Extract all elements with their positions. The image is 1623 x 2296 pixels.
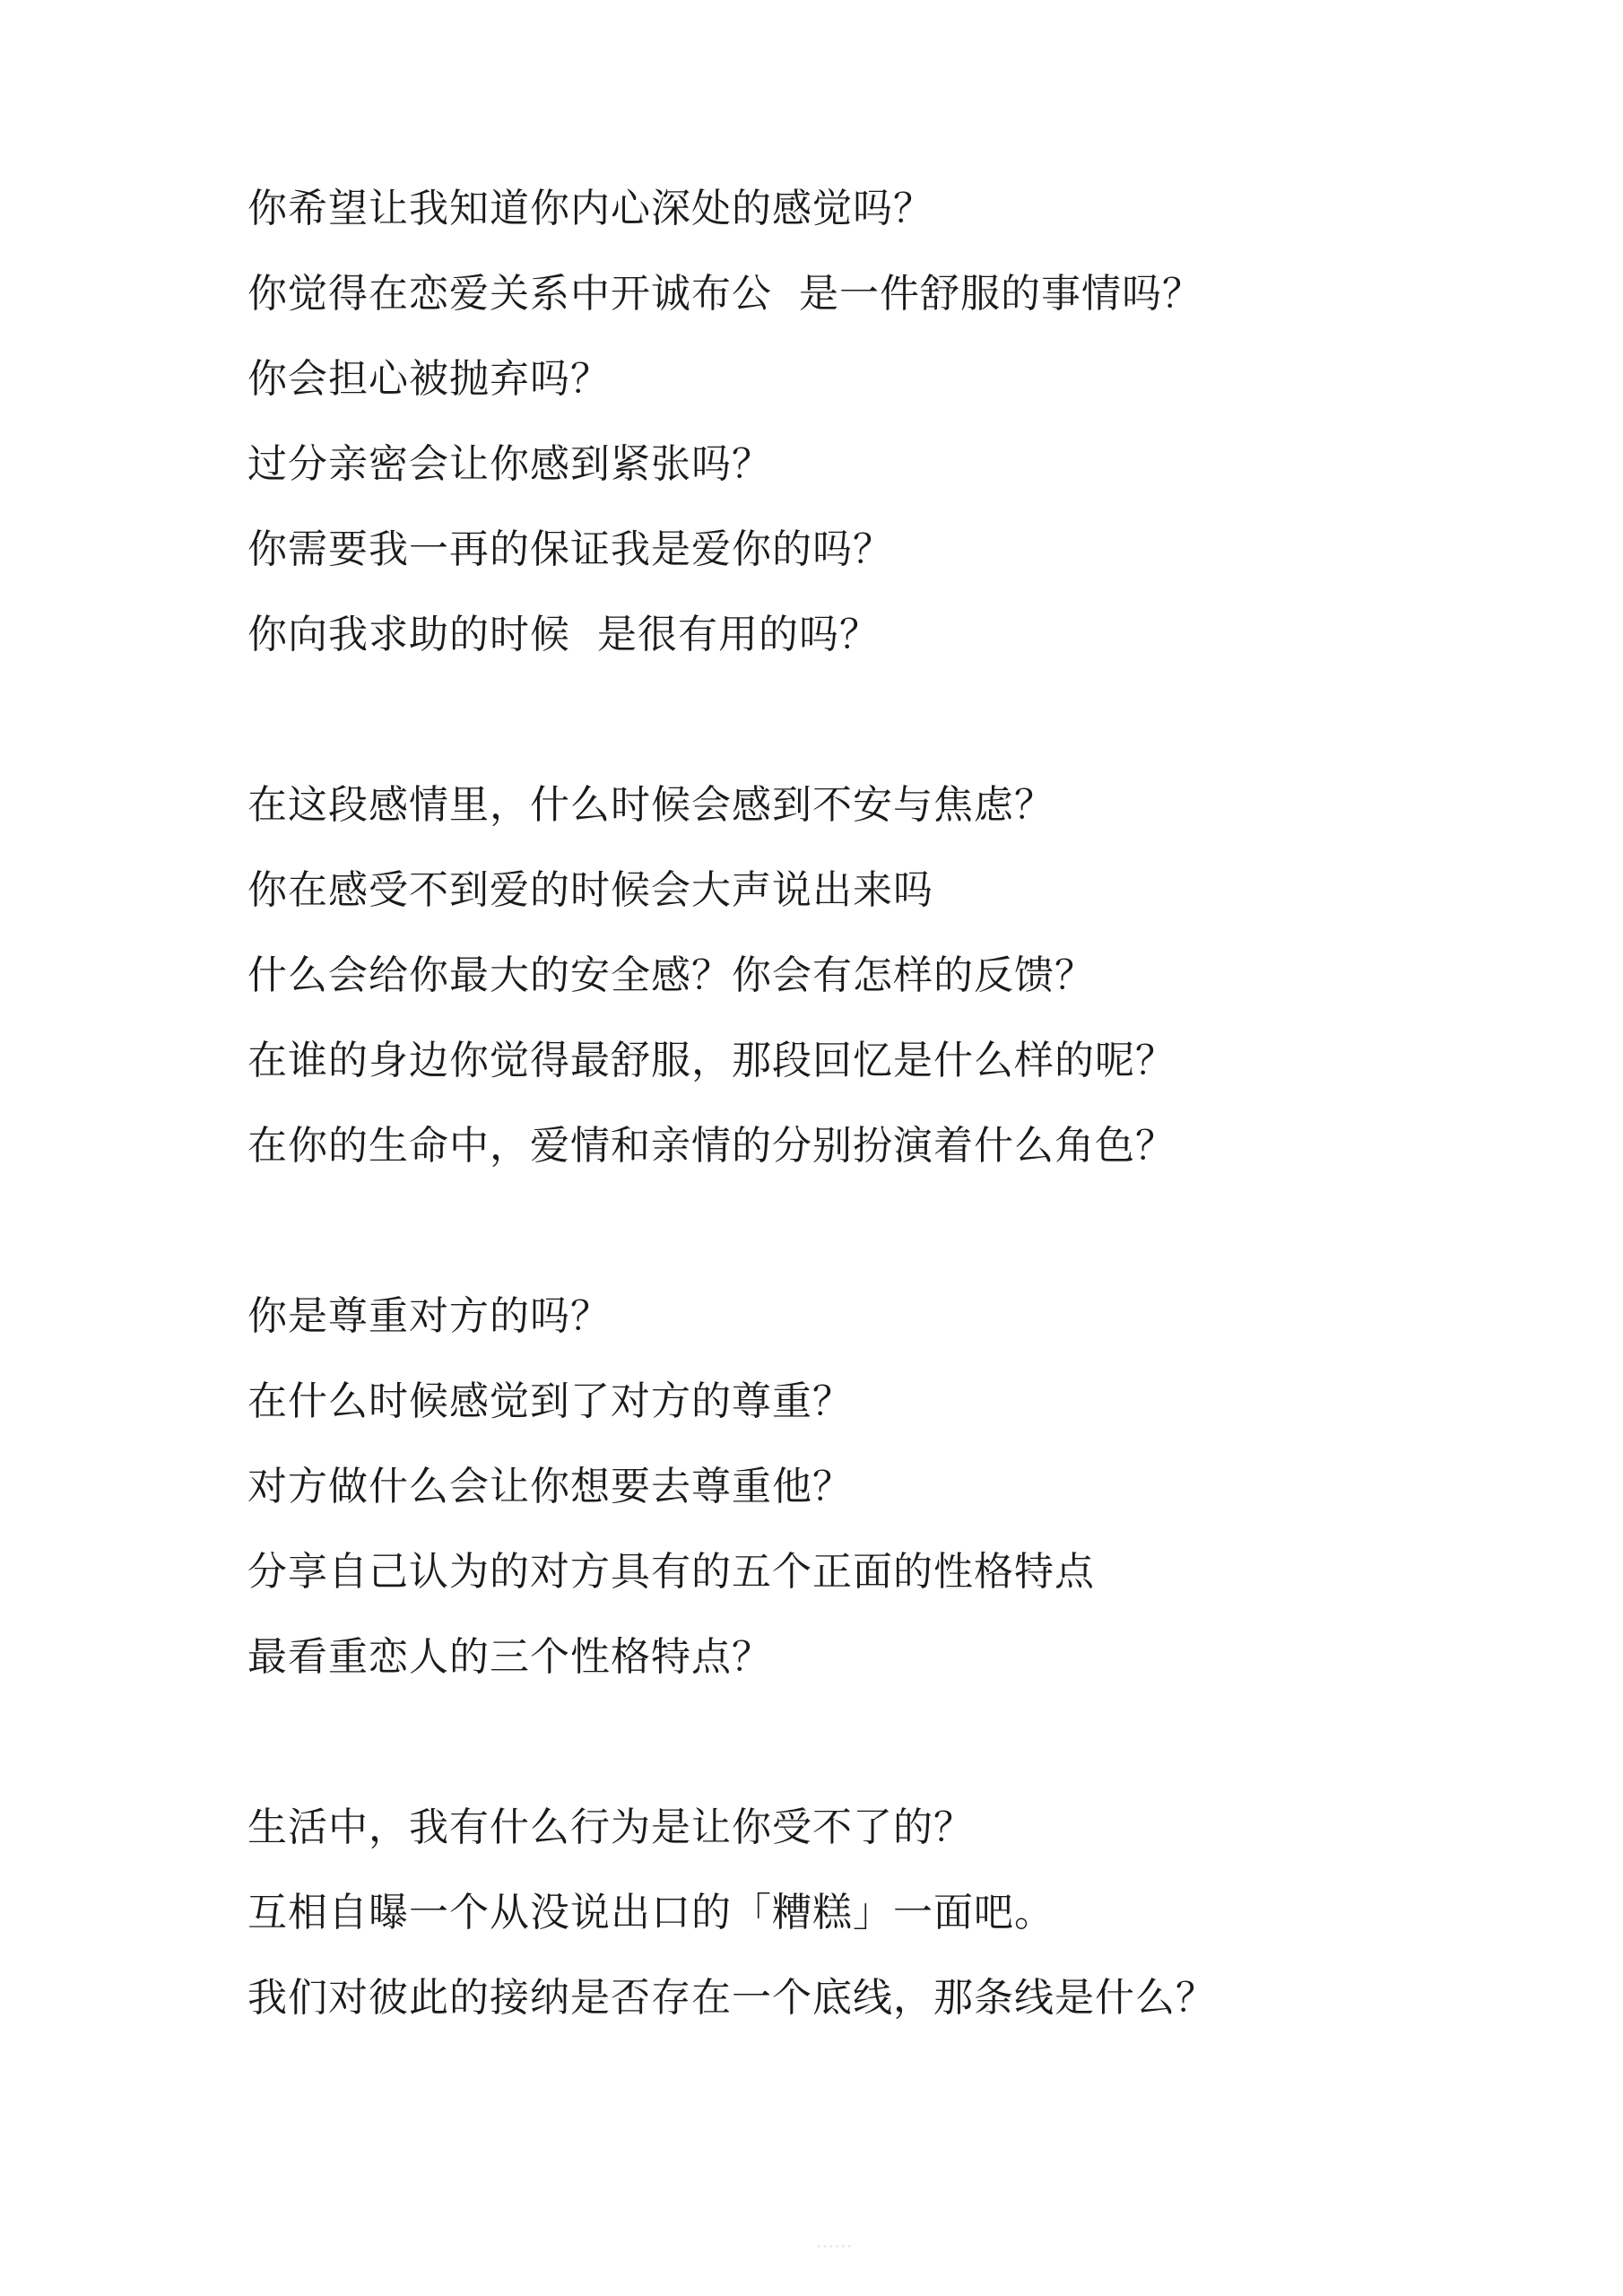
section-2: [247, 762, 1503, 1188]
question-line: 过分亲密会让你感到紧张吗？: [247, 441, 772, 487]
section-divider: [247, 677, 1503, 762]
question-line: 你需要我一再的保证我是爱你的吗？: [247, 526, 893, 572]
question-line: 你会担心被抛弃吗？: [247, 356, 611, 402]
question-line: 在这段感情里，什么时候会感到不安与焦虑？: [247, 782, 1055, 828]
question-line: 对方做什么会让你想要去尊重他？: [247, 1464, 853, 1509]
section-1: [247, 166, 1503, 677]
question-line: 最看重恋人的三个性格特点？: [247, 1634, 772, 1680]
question-line: 生活中，我有什么行为是让你受不了的？: [247, 1805, 974, 1850]
section-divider: [247, 1700, 1503, 1785]
question-line: 在你的生命中，爱情和亲情的分别扮演着什么角色？: [247, 1123, 1176, 1169]
question-line: 在谁的身边你觉得最舒服，那段回忆是什么样的呢？: [247, 1038, 1176, 1083]
question-line: 我们对彼此的接纳是否存在一个底线，那条线是什么？: [247, 1975, 1216, 2021]
question-line: 分享自己认为的对方具有的五个正面的性格特点: [247, 1549, 1095, 1595]
question-line: 在什么时候感觉到了对方的尊重？: [247, 1378, 853, 1424]
question-line: 你在感受不到爱的时候会大声说出来吗: [247, 867, 933, 913]
question-list: [247, 166, 1503, 2040]
section-3: [247, 1274, 1503, 1700]
question-line: 什么会给你最大的安全感？你会有怎样的反馈？: [247, 952, 1095, 998]
section-divider: [247, 1188, 1503, 1274]
question-line: 互相自曝一个从没说出口的「糟糕」一面吧。: [247, 1890, 1055, 1935]
watermark: ••••••: [816, 2242, 854, 2252]
question-line: 你是尊重对方的吗？: [247, 1293, 611, 1339]
section-4: [247, 1785, 1503, 2040]
question-line: 你希望让我知道你内心深处的感觉吗？: [247, 186, 933, 231]
question-line: 你觉得在恋爱关系中开诚布公 是一件舒服的事情吗？: [247, 271, 1202, 317]
question-line: 你向我求助的时候 是很有用的吗？: [247, 612, 880, 657]
